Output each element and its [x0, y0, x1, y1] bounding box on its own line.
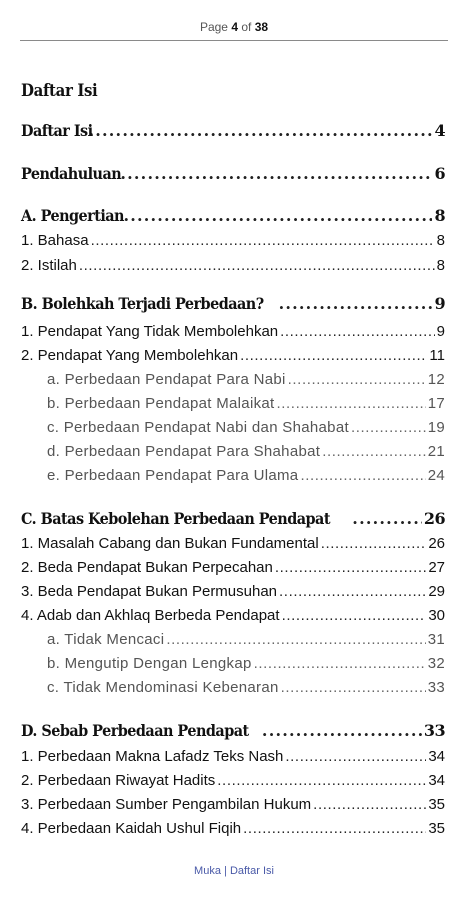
toc-entry-page-number: 11 — [429, 347, 445, 364]
toc-entry-label: 4. Perbedaan Kaidah Ushul Fiqih — [21, 820, 242, 837]
toc-entry-label: 1. Masalah Cabang dan Bukan Fundamental — [21, 535, 319, 552]
toc-entry-page-number: 35 — [428, 820, 445, 837]
toc-entry-page-number: 33 — [427, 679, 445, 696]
toc-entry-page-number: 26 — [423, 509, 445, 528]
toc-entry[interactable] — [47, 629, 445, 651]
toc-entry[interactable] — [21, 345, 445, 367]
toc-entry-label: b. Perbedaan Pendapat Malaikat — [47, 395, 275, 412]
toc-entry-page-number: 30 — [428, 607, 445, 624]
toc-entry-label: c. Perbedaan Pendapat Nabi dan Shahabat — [47, 419, 349, 436]
toc-entry-page-number: 17 — [427, 395, 445, 412]
toc-entry[interactable] — [21, 163, 445, 185]
toc-entry-label: 3. Perbedaan Sumber Pengambilan Hukum — [21, 796, 312, 813]
toc-entry-label: e. Perbedaan Pendapat Para Ulama — [47, 467, 299, 484]
dot-leader — [277, 393, 426, 415]
toc-entry[interactable] — [21, 293, 445, 315]
toc-entry-label: 2. Beda Pendapat Bukan Perpecahan — [21, 559, 273, 576]
toc-entry-page-number: 26 — [428, 535, 445, 552]
toc-entry-page-number: 34 — [428, 748, 445, 765]
toc-entry-label: 2. Pendapat Yang Membolehkan — [21, 347, 239, 364]
toc-entry[interactable] — [21, 205, 445, 227]
toc-entry-label: a. Perbedaan Pendapat Para Nabi — [47, 371, 286, 388]
toc-entry[interactable] — [21, 605, 445, 627]
footer-link-muka[interactable]: Muka — [194, 865, 221, 877]
toc-entry-page-number: 31 — [427, 631, 445, 648]
toc-entry-label: 1. Bahasa — [21, 232, 89, 249]
dot-leader — [120, 163, 432, 185]
toc-entry-page-number: 35 — [428, 796, 445, 813]
toc-entry-page-number: 6 — [434, 164, 445, 183]
dot-leader — [275, 557, 426, 579]
toc-entry[interactable] — [21, 720, 445, 742]
toc-entry-page-number: 29 — [428, 583, 445, 600]
toc-entry[interactable] — [21, 818, 445, 840]
page-of-label: of — [241, 20, 252, 34]
dot-leader — [217, 770, 426, 792]
toc-entry-label: 1. Pendapat Yang Tidak Membolehkan — [21, 323, 279, 340]
footer-link-daftar-isi[interactable]: Daftar Isi — [229, 865, 274, 877]
toc-entry-page-number: 4 — [434, 121, 445, 140]
toc-entry-label: D. Sebab Perbedaan Pendapat — [21, 721, 249, 740]
toc-entry[interactable] — [21, 120, 445, 142]
toc-entry[interactable] — [21, 508, 445, 530]
dot-leader — [285, 746, 426, 768]
toc-entry-page-number: 9 — [434, 294, 445, 313]
toc-entry-page-number: 8 — [436, 232, 445, 249]
toc-entry[interactable] — [47, 653, 445, 675]
toc-entry[interactable] — [21, 533, 445, 555]
toc-entry[interactable] — [47, 393, 445, 415]
toc-entry[interactable] — [47, 465, 445, 487]
toc-entry-page-number: 24 — [427, 467, 445, 484]
toc-entry[interactable] — [21, 255, 445, 277]
toc-entry[interactable] — [47, 677, 445, 699]
toc-entry-page-number: 27 — [428, 559, 445, 576]
dot-leader — [282, 605, 427, 627]
toc-entry-label: Daftar Isi — [21, 121, 93, 140]
toc-entry[interactable] — [21, 746, 445, 768]
dot-leader — [280, 321, 435, 343]
toc-entry-label: 2. Istilah — [21, 257, 77, 274]
toc-entry-page-number: 8 — [436, 257, 445, 274]
toc-entry-page-number: 32 — [427, 655, 445, 672]
toc-entry-label: C. Batas Kebolehan Perbedaan Pendapat — [21, 509, 330, 528]
toc-entry-page-number: 12 — [427, 371, 445, 388]
toc-entry-page-number: 33 — [423, 721, 445, 740]
toc-entry-label: 1. Perbedaan Makna Lafadz Teks Nash — [21, 748, 284, 765]
dot-leader — [240, 345, 427, 367]
footer-separator: | — [224, 865, 227, 877]
toc-entry-label: c. Tidak Mendominasi Kebenaran — [47, 679, 279, 696]
toc-title: Daftar Isi — [21, 81, 98, 101]
total-pages-number: 38 — [254, 20, 269, 34]
dot-leader — [243, 818, 426, 840]
toc-entry[interactable] — [21, 794, 445, 816]
toc-entry-label: Pendahuluan — [21, 164, 122, 183]
dot-leader — [262, 720, 422, 742]
toc-entry-label: 2. Perbedaan Riwayat Hadits — [21, 772, 216, 789]
dot-leader — [123, 205, 432, 227]
toc-entry[interactable] — [21, 321, 445, 343]
toc-entry-page-number: 8 — [434, 206, 445, 225]
dot-leader — [351, 417, 426, 439]
toc-entry-label: b. Mengutip Dengan Lengkap — [47, 655, 252, 672]
toc-entry[interactable] — [47, 369, 445, 391]
dot-leader — [254, 653, 426, 675]
toc-entry-page-number: 34 — [428, 772, 445, 789]
current-page-number: 4 — [231, 20, 238, 34]
toc-entry-page-number: 19 — [427, 419, 445, 436]
toc-entry-label: 4. Adab dan Akhlaq Berbeda Pendapat — [21, 607, 280, 624]
toc-entry-label: 3. Beda Pendapat Bukan Permusuhan — [21, 583, 278, 600]
toc-entry-page-number: 21 — [427, 443, 445, 460]
toc-entry[interactable] — [47, 441, 445, 463]
dot-leader — [166, 629, 425, 651]
page-footer — [20, 865, 448, 877]
dot-leader — [279, 581, 426, 603]
dot-leader — [288, 369, 426, 391]
toc-entry[interactable] — [21, 557, 445, 579]
dot-leader — [79, 255, 435, 277]
dot-leader — [313, 794, 426, 816]
dot-leader — [321, 533, 427, 555]
toc-entry-label: d. Perbedaan Pendapat Para Shahabat — [47, 443, 321, 460]
dot-leader — [300, 465, 425, 487]
page-label: Page — [199, 20, 228, 34]
toc-entry-label: B. Bolehkah Terjadi Perbedaan? — [21, 294, 264, 313]
toc-entry-label: a. Tidak Mencaci — [47, 631, 165, 648]
toc-entry[interactable] — [21, 581, 445, 603]
dot-leader — [91, 230, 435, 252]
toc-entry[interactable] — [21, 770, 445, 792]
dot-leader — [352, 508, 422, 530]
dot-leader — [281, 677, 426, 699]
toc-entry[interactable] — [21, 230, 445, 252]
toc-entry-page-number: 9 — [436, 323, 445, 340]
dot-leader — [279, 293, 433, 315]
dot-leader — [88, 120, 432, 142]
toc-entry-label: A. Pengertian — [21, 206, 124, 225]
toc-entry[interactable] — [47, 417, 445, 439]
dot-leader — [322, 441, 425, 463]
